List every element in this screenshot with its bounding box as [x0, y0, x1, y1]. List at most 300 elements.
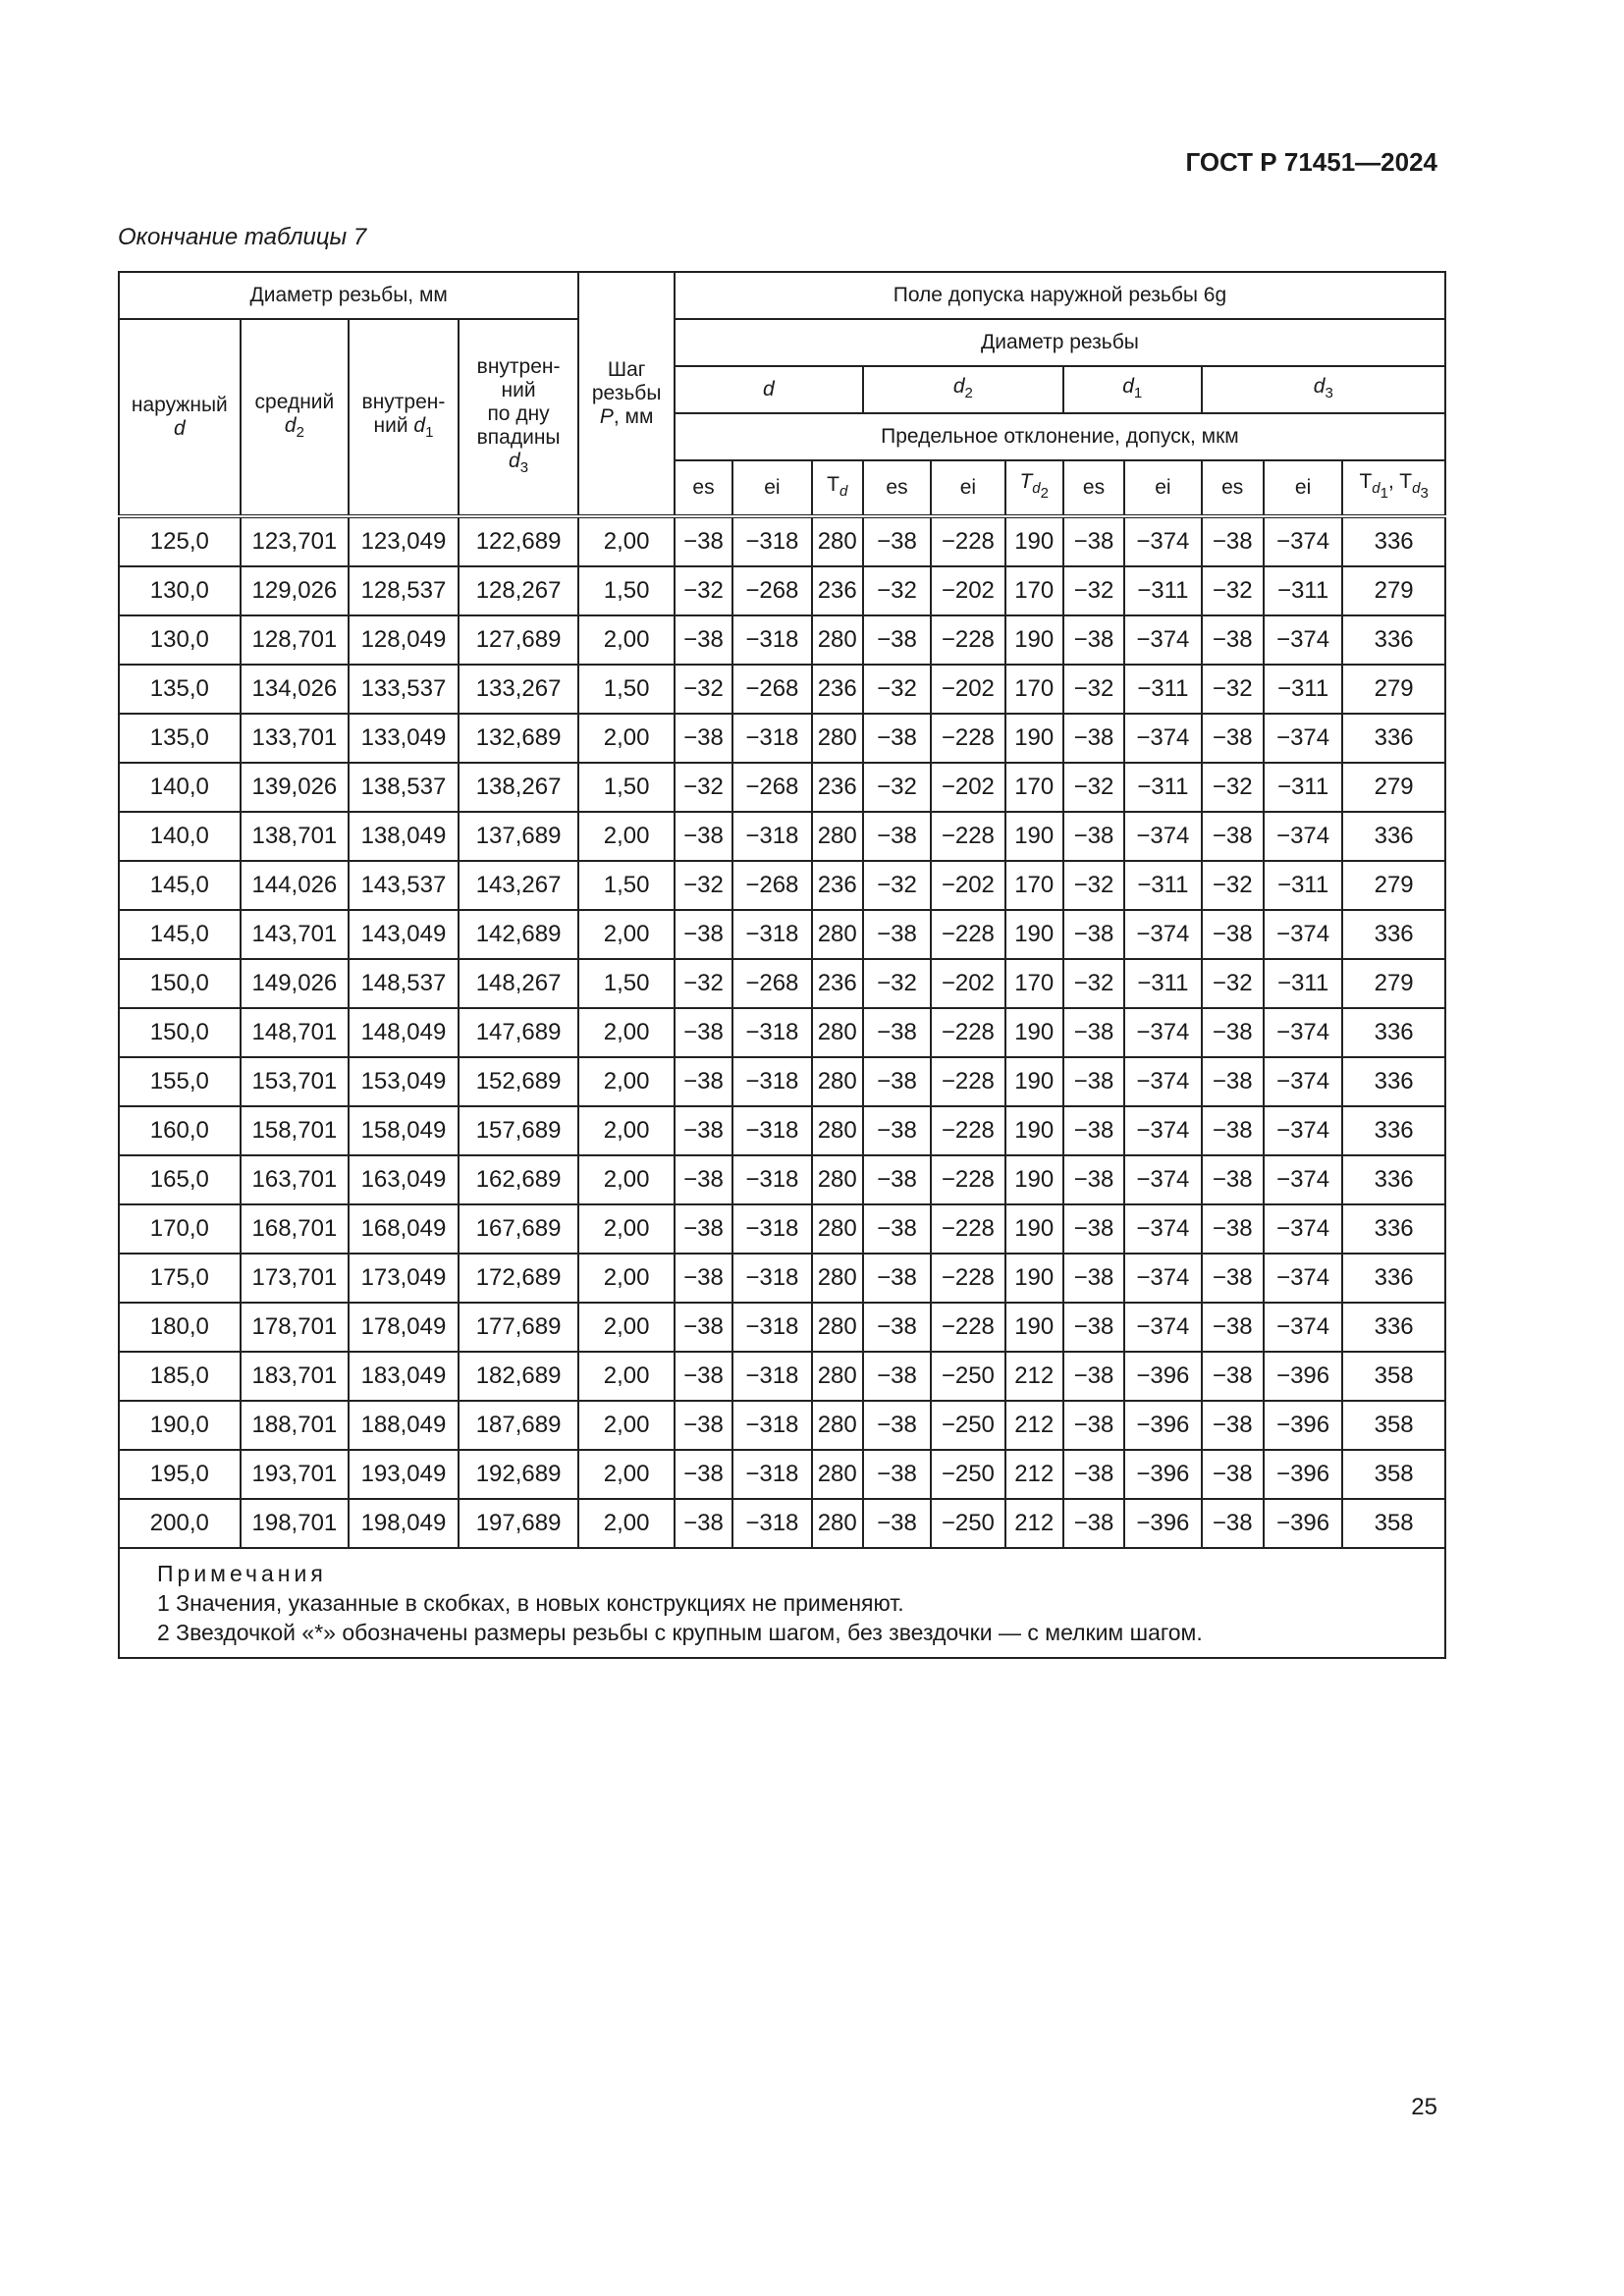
table-cell: −228	[931, 516, 1004, 566]
table-cell: 133,049	[349, 714, 459, 763]
table-cell: −38	[863, 1352, 931, 1401]
table-caption: Окончание таблицы 7	[118, 224, 367, 250]
table-cell: −38	[1202, 1008, 1264, 1057]
table-cell: 148,701	[241, 1008, 350, 1057]
table-cell: −268	[732, 665, 811, 714]
table-cell: −38	[863, 1401, 931, 1450]
table-row	[119, 812, 1445, 861]
table-cell: 123,049	[349, 516, 459, 566]
table-cell: −38	[1063, 615, 1124, 665]
table-cell: 2,00	[578, 812, 674, 861]
table-cell: 2,00	[578, 910, 674, 959]
thread-tolerance-table	[118, 271, 1446, 1659]
table-cell: 212	[1005, 1401, 1063, 1450]
table-cell: −396	[1124, 1450, 1201, 1499]
table-cell: −38	[1202, 714, 1264, 763]
td1-td3-header: $T_{d_1}$, $T_{d_3}$	[1342, 460, 1445, 516]
table-cell: 1,50	[578, 861, 674, 910]
table-cell: 140,0	[119, 812, 241, 861]
table-cell: −318	[732, 516, 811, 566]
table-cell: −32	[863, 763, 931, 812]
table-cell: −38	[675, 1254, 732, 1303]
table-cell: −318	[732, 1401, 811, 1450]
table-cell: 2,00	[578, 1499, 674, 1548]
table-cell: −311	[1124, 763, 1201, 812]
table-cell: 280	[812, 1106, 863, 1155]
table-cell: 177,689	[459, 1303, 579, 1352]
diameter-group-header: Диаметр резьбы, мм	[119, 272, 578, 319]
table-cell: −374	[1264, 812, 1342, 861]
table-cell: −396	[1264, 1352, 1342, 1401]
table-cell: 192,689	[459, 1450, 579, 1499]
table-cell: 145,0	[119, 861, 241, 910]
table-cell: −32	[1202, 763, 1264, 812]
table-row	[119, 566, 1445, 615]
table-cell: −32	[1063, 861, 1124, 910]
table-cell: 279	[1342, 861, 1445, 910]
table-cell: −396	[1264, 1450, 1342, 1499]
table-cell: −38	[1063, 1106, 1124, 1155]
table-cell: −374	[1124, 516, 1201, 566]
table-cell: 190	[1005, 714, 1063, 763]
table-cell: 178,701	[241, 1303, 350, 1352]
table-cell: −311	[1124, 959, 1201, 1008]
table-cell: −38	[863, 1450, 931, 1499]
table-cell: 134,026	[241, 665, 350, 714]
table-cell: 152,689	[459, 1057, 579, 1106]
table-row	[119, 1106, 1445, 1155]
table-row	[119, 1204, 1445, 1254]
table-cell: −374	[1124, 1106, 1201, 1155]
table-cell: −38	[1063, 516, 1124, 566]
table-cell: −374	[1264, 910, 1342, 959]
table-cell: −38	[1063, 812, 1124, 861]
table-row	[119, 615, 1445, 665]
table-cell: −374	[1124, 1254, 1201, 1303]
table-cell: 280	[812, 1352, 863, 1401]
table-cell: −228	[931, 1155, 1004, 1204]
table-cell: −311	[1264, 665, 1342, 714]
table-cell: −32	[1202, 566, 1264, 615]
table-cell: −318	[732, 1499, 811, 1548]
table-cell: −228	[931, 1008, 1004, 1057]
table-cell: 358	[1342, 1499, 1445, 1548]
table-cell: −32	[1063, 665, 1124, 714]
table-cell: 336	[1342, 1155, 1445, 1204]
table-cell: 150,0	[119, 959, 241, 1008]
table-cell: −38	[675, 1401, 732, 1450]
table-cell: −38	[1202, 1303, 1264, 1352]
table-cell: −38	[863, 910, 931, 959]
table-cell: 170	[1005, 566, 1063, 615]
table-cell: −38	[1202, 1499, 1264, 1548]
table-cell: −318	[732, 1155, 811, 1204]
table-cell: 1,50	[578, 566, 674, 615]
table-cell: 2,00	[578, 1008, 674, 1057]
table-cell: −38	[1063, 1008, 1124, 1057]
table-cell: 128,267	[459, 566, 579, 615]
table-cell: −38	[1202, 1057, 1264, 1106]
table-cell: 190	[1005, 1254, 1063, 1303]
table-cell: 170	[1005, 959, 1063, 1008]
table-cell: −38	[863, 812, 931, 861]
table-cell: 153,049	[349, 1057, 459, 1106]
table-cell: 190,0	[119, 1401, 241, 1450]
outer-diameter-header: наружный d	[119, 319, 241, 516]
table-row	[119, 1401, 1445, 1450]
table-cell: 122,689	[459, 516, 579, 566]
table-cell: 2,00	[578, 1106, 674, 1155]
table-cell: −38	[675, 1450, 732, 1499]
table-cell: −32	[863, 665, 931, 714]
table-cell: 135,0	[119, 714, 241, 763]
table-cell: 183,049	[349, 1352, 459, 1401]
table-cell: 2,00	[578, 1057, 674, 1106]
table-cell: −318	[732, 1204, 811, 1254]
table-row	[119, 1450, 1445, 1499]
table-cell: 138,049	[349, 812, 459, 861]
table-cell: 336	[1342, 516, 1445, 566]
table-cell: −318	[732, 812, 811, 861]
table-cell: −374	[1264, 615, 1342, 665]
table-cell: 143,537	[349, 861, 459, 910]
table-cell: 138,537	[349, 763, 459, 812]
table-cell: −250	[931, 1499, 1004, 1548]
table-cell: 158,701	[241, 1106, 350, 1155]
table-cell: 170	[1005, 861, 1063, 910]
table-cell: 2,00	[578, 1450, 674, 1499]
table-cell: 280	[812, 1155, 863, 1204]
table-cell: 2,00	[578, 1303, 674, 1352]
table-cell: −38	[1202, 1254, 1264, 1303]
table-cell: 336	[1342, 812, 1445, 861]
table-cell: 279	[1342, 763, 1445, 812]
table-cell: 143,049	[349, 910, 459, 959]
table-cell: −311	[1124, 566, 1201, 615]
table-row	[119, 861, 1445, 910]
table-cell: 163,049	[349, 1155, 459, 1204]
table-cell: 168,701	[241, 1204, 350, 1254]
table-cell: 336	[1342, 1303, 1445, 1352]
table-cell: 212	[1005, 1499, 1063, 1548]
table-cell: 173,049	[349, 1254, 459, 1303]
d2-ei-header: ei	[931, 460, 1004, 516]
table-cell: 188,701	[241, 1401, 350, 1450]
table-cell: −311	[1264, 861, 1342, 910]
table-cell: 190	[1005, 516, 1063, 566]
table-cell: 358	[1342, 1352, 1445, 1401]
table-cell: −38	[675, 516, 732, 566]
table-cell: 280	[812, 910, 863, 959]
table-cell: 212	[1005, 1450, 1063, 1499]
table-cell: −38	[1063, 910, 1124, 959]
table-cell: 280	[812, 1254, 863, 1303]
table-cell: −228	[931, 910, 1004, 959]
table-cell: −311	[1124, 861, 1201, 910]
table-cell: −202	[931, 959, 1004, 1008]
table-cell: 125,0	[119, 516, 241, 566]
table-cell: −228	[931, 1254, 1004, 1303]
table-cell: 163,701	[241, 1155, 350, 1204]
table-cell: 193,701	[241, 1450, 350, 1499]
table-cell: 133,537	[349, 665, 459, 714]
table-cell: 170	[1005, 763, 1063, 812]
table-cell: −318	[732, 714, 811, 763]
table-cell: −374	[1264, 1155, 1342, 1204]
table-cell: −374	[1124, 1204, 1201, 1254]
table-cell: 280	[812, 1057, 863, 1106]
table-cell: 358	[1342, 1401, 1445, 1450]
table-cell: 172,689	[459, 1254, 579, 1303]
table-cell: 135,0	[119, 665, 241, 714]
table-cell: −311	[1124, 665, 1201, 714]
table-cell: 2,00	[578, 615, 674, 665]
table-cell: 138,701	[241, 812, 350, 861]
table-cell: 182,689	[459, 1352, 579, 1401]
table-cell: 200,0	[119, 1499, 241, 1548]
table-row	[119, 1352, 1445, 1401]
table-cell: 128,537	[349, 566, 459, 615]
table-cell: −32	[675, 763, 732, 812]
table-cell: 336	[1342, 615, 1445, 665]
table-cell: −38	[863, 1008, 931, 1057]
table-cell: 280	[812, 1499, 863, 1548]
table-cell: −38	[675, 615, 732, 665]
table-cell: 1,50	[578, 959, 674, 1008]
table-cell: −38	[1202, 1401, 1264, 1450]
table-cell: 123,701	[241, 516, 350, 566]
table-cell: −38	[863, 1057, 931, 1106]
table-cell: −318	[732, 1352, 811, 1401]
table-cell: 183,701	[241, 1352, 350, 1401]
inner-diameter-header: внутрен-ний $d_1$	[349, 319, 459, 516]
table-cell: −374	[1124, 910, 1201, 959]
table-cell: −374	[1264, 714, 1342, 763]
table-cell: −38	[1202, 1450, 1264, 1499]
table-cell: −38	[863, 1303, 931, 1352]
table-cell: 2,00	[578, 714, 674, 763]
table-cell: 129,026	[241, 566, 350, 615]
table-row	[119, 1057, 1445, 1106]
table-cell: 148,049	[349, 1008, 459, 1057]
table-cell: −38	[675, 812, 732, 861]
table-cell: 148,267	[459, 959, 579, 1008]
table-cell: −32	[1202, 959, 1264, 1008]
table-cell: −38	[1063, 1303, 1124, 1352]
table-cell: −38	[675, 1106, 732, 1155]
table-cell: 336	[1342, 1254, 1445, 1303]
table-cell: 1,50	[578, 763, 674, 812]
d3-group-header: $d_3$	[1202, 366, 1445, 413]
table-cell: 2,00	[578, 516, 674, 566]
table-cell: 236	[812, 763, 863, 812]
table-cell: −38	[1202, 1352, 1264, 1401]
table-row	[119, 516, 1445, 566]
table-cell: 358	[1342, 1450, 1445, 1499]
tolerance-field-header: Поле допуска наружной резьбы 6g	[675, 272, 1445, 319]
table-cell: −250	[931, 1352, 1004, 1401]
table-cell: −32	[675, 566, 732, 615]
table-cell: 142,689	[459, 910, 579, 959]
table-cell: 158,049	[349, 1106, 459, 1155]
table-cell: 157,689	[459, 1106, 579, 1155]
table-cell: −202	[931, 763, 1004, 812]
table-cell: 280	[812, 1450, 863, 1499]
table-cell: 336	[1342, 1204, 1445, 1254]
table-cell: −38	[863, 615, 931, 665]
table-cell: −38	[1063, 1254, 1124, 1303]
table-cell: 188,049	[349, 1401, 459, 1450]
table-cell: −374	[1124, 1057, 1201, 1106]
table-cell: −268	[732, 566, 811, 615]
table-cell: 190	[1005, 1303, 1063, 1352]
table-cell: −374	[1264, 1057, 1342, 1106]
table-cell: 336	[1342, 1057, 1445, 1106]
table-cell: −38	[1202, 1204, 1264, 1254]
table-cell: −38	[863, 1499, 931, 1548]
table-cell: 336	[1342, 714, 1445, 763]
table-cell: −38	[675, 1204, 732, 1254]
table-cell: 145,0	[119, 910, 241, 959]
table-cell: −38	[1202, 516, 1264, 566]
table-cell: −318	[732, 1303, 811, 1352]
table-cell: 143,701	[241, 910, 350, 959]
table-cell: 149,026	[241, 959, 350, 1008]
table-cell: −38	[1202, 1155, 1264, 1204]
table-cell: 190	[1005, 615, 1063, 665]
table-cell: 280	[812, 615, 863, 665]
d-ei-header: ei	[732, 460, 811, 516]
d2-group-header: $d_2$	[863, 366, 1063, 413]
table-cell: −38	[675, 1499, 732, 1548]
table-cell: 236	[812, 566, 863, 615]
table-cell: 280	[812, 812, 863, 861]
page-number: 25	[1411, 2094, 1437, 2120]
table-cell: 336	[1342, 1106, 1445, 1155]
table-cell: −38	[863, 1155, 931, 1204]
table-cell: 280	[812, 1303, 863, 1352]
table-cell: −38	[1063, 1155, 1124, 1204]
table-row	[119, 1254, 1445, 1303]
d3-ei-header: ei	[1264, 460, 1342, 516]
table-row	[119, 1499, 1445, 1548]
table-cell: −32	[863, 861, 931, 910]
table-cell: 127,689	[459, 615, 579, 665]
pitch-header: Шаг резьбы P, мм	[578, 272, 674, 516]
d-group-header: d	[675, 366, 863, 413]
table-cell: −38	[1202, 1106, 1264, 1155]
table-cell: 212	[1005, 1352, 1063, 1401]
table-cell: −38	[1063, 1450, 1124, 1499]
table-cell: 279	[1342, 566, 1445, 615]
table-cell: −38	[863, 714, 931, 763]
table-cell: −38	[675, 1057, 732, 1106]
table-cell: 190	[1005, 1008, 1063, 1057]
table-cell: −38	[675, 1155, 732, 1204]
table-body	[119, 516, 1445, 1548]
table-cell: 143,267	[459, 861, 579, 910]
table-cell: 280	[812, 714, 863, 763]
table-cell: −374	[1264, 516, 1342, 566]
table-cell: −228	[931, 714, 1004, 763]
table-cell: −32	[675, 861, 732, 910]
table-cell: 198,049	[349, 1499, 459, 1548]
table-cell: 190	[1005, 1106, 1063, 1155]
table-cell: −38	[1202, 615, 1264, 665]
table-cell: −38	[1063, 1352, 1124, 1401]
table-cell: −374	[1264, 1254, 1342, 1303]
table-row	[119, 1008, 1445, 1057]
table-cell: 280	[812, 516, 863, 566]
table-cell: −32	[863, 959, 931, 1008]
table-cell: 236	[812, 959, 863, 1008]
table-cell: 155,0	[119, 1057, 241, 1106]
table-cell: 133,701	[241, 714, 350, 763]
table-cell: −268	[732, 959, 811, 1008]
table-cell: 170,0	[119, 1204, 241, 1254]
d1-group-header: $d_1$	[1063, 366, 1202, 413]
table-cell: 280	[812, 1008, 863, 1057]
table-cell: −38	[863, 1106, 931, 1155]
table-cell: 336	[1342, 1008, 1445, 1057]
note-item: 2 Звездочкой «*» обозначены размеры резьбы с крупным шагом, без звездочки — с мелким шагом.	[157, 1620, 1203, 1645]
table-cell: 144,026	[241, 861, 350, 910]
table-cell: 336	[1342, 910, 1445, 959]
table-cell: 180,0	[119, 1303, 241, 1352]
table-row	[119, 665, 1445, 714]
table-cell: −374	[1264, 1303, 1342, 1352]
table-cell: 165,0	[119, 1155, 241, 1204]
table-cell: 173,701	[241, 1254, 350, 1303]
table-cell: −311	[1264, 566, 1342, 615]
table-cell: −202	[931, 861, 1004, 910]
table-cell: −38	[863, 1254, 931, 1303]
table-cell: −38	[1063, 714, 1124, 763]
table-cell: 279	[1342, 959, 1445, 1008]
table-cell: 2,00	[578, 1352, 674, 1401]
table-cell: 170	[1005, 665, 1063, 714]
table-cell: 130,0	[119, 615, 241, 665]
table-row	[119, 910, 1445, 959]
table-cell: −32	[1202, 861, 1264, 910]
table-cell: 193,049	[349, 1450, 459, 1499]
table-cell: 132,689	[459, 714, 579, 763]
table-cell: −311	[1264, 959, 1342, 1008]
table-cell: 2,00	[578, 1401, 674, 1450]
table-cell: −374	[1264, 1106, 1342, 1155]
table-cell: 187,689	[459, 1401, 579, 1450]
table-cell: 175,0	[119, 1254, 241, 1303]
table-cell: −38	[1063, 1401, 1124, 1450]
middle-diameter-header: средний $d_2$	[241, 319, 350, 516]
table-cell: 1,50	[578, 665, 674, 714]
table-cell: 139,026	[241, 763, 350, 812]
table-cell: −38	[675, 1352, 732, 1401]
table-cell: −38	[675, 714, 732, 763]
table-cell: −38	[1202, 812, 1264, 861]
table-cell: −32	[863, 566, 931, 615]
table-cell: −202	[931, 665, 1004, 714]
d-es-header: es	[675, 460, 732, 516]
table-cell: 236	[812, 861, 863, 910]
note-item: 1 Значения, указанные в скобках, в новых конструкциях не применяют.	[157, 1590, 904, 1616]
table-cell: 133,267	[459, 665, 579, 714]
d1-es-header: es	[1063, 460, 1124, 516]
table-cell: 190	[1005, 910, 1063, 959]
td2-header: $T_{d_2}$	[1005, 460, 1063, 516]
table-cell: 2,00	[578, 1155, 674, 1204]
table-cell: −374	[1264, 1008, 1342, 1057]
